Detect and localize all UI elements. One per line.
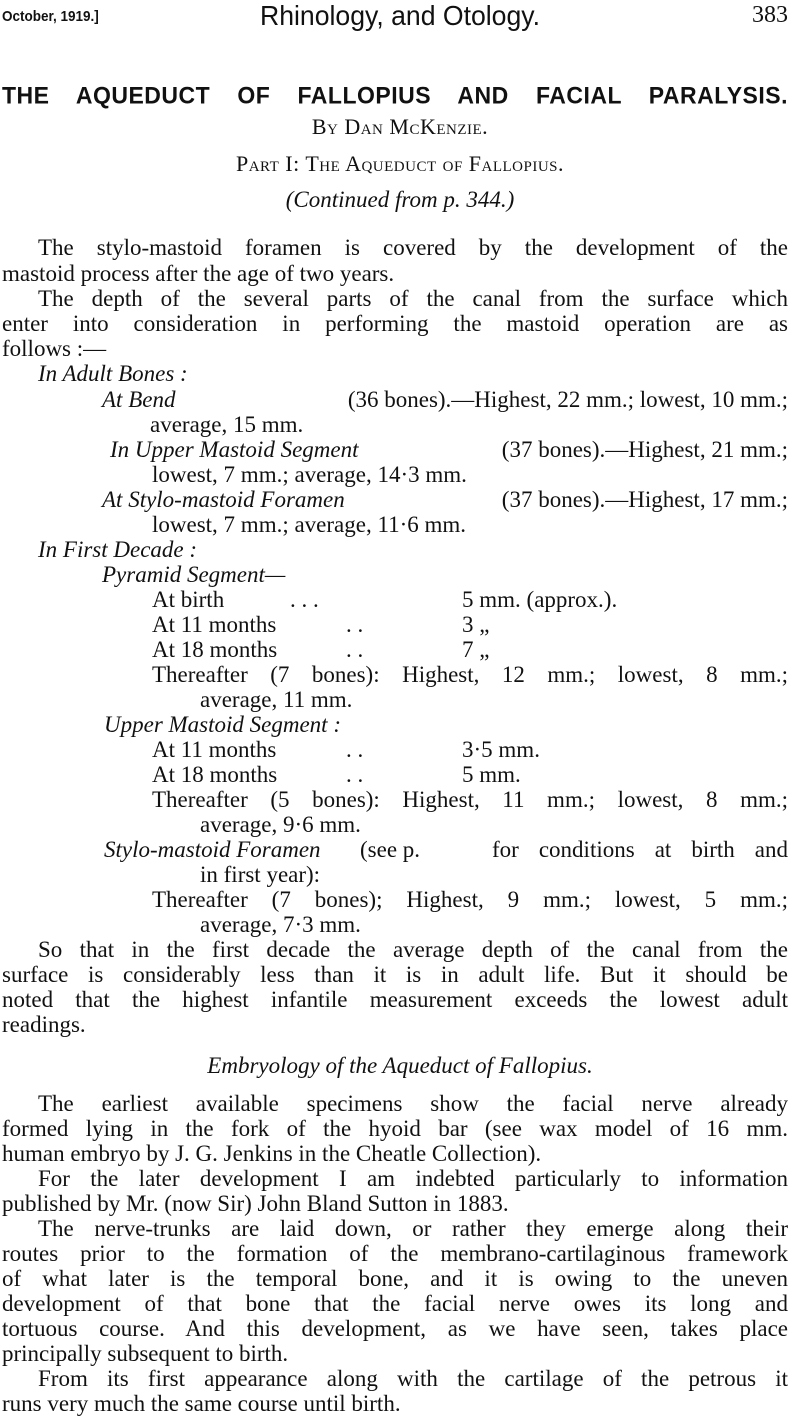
text-line: Thereafter (5 bones): Highest, 11 mm.; lowest, 8 mm.; <box>152 787 788 812</box>
row-value: 3 „ <box>462 612 490 637</box>
page-number: 383 <box>752 2 788 28</box>
adult-stylo-line <box>102 487 788 513</box>
text-line: The stylo-mastoid foramen is covered by the development of the <box>38 235 788 260</box>
text-line: routes prior to the formation of the membrano-cartilaginous framework <box>2 1241 788 1266</box>
text-line: surface is considerably less than it is in adult life. But it should be <box>2 962 788 987</box>
upper-text: (37 bones).—Highest, 21 mm.; <box>501 437 788 462</box>
text-line: formed lying in the fork of the hyoid bar (see wax model of 16 mm. <box>2 1116 788 1141</box>
row-label: At 11 months <box>152 737 277 762</box>
row-dots: . . . <box>290 587 319 612</box>
section-heading: Embryology of the Aqueduct of Fallopius. <box>207 1053 593 1078</box>
text-line: The depth of the several parts of the canal from the surface which <box>38 286 788 311</box>
text-line: average, 15 mm. <box>150 412 304 437</box>
text-line: For the later development I am indebted particularly to information <box>38 1166 788 1191</box>
upper-row <box>0 762 800 788</box>
first-decade-heading: In First Decade : <box>38 537 198 562</box>
text-line: average, 11 mm. <box>200 687 353 712</box>
row-label: At birth <box>152 587 225 612</box>
upper-row <box>0 737 800 763</box>
pyramid-heading: Pyramid Segment— <box>102 562 286 587</box>
text-line: mastoid process after the age of two years. <box>2 261 395 286</box>
text-line: human embryo by J. G. Jenkins in the Cheatle Collection). <box>2 1141 542 1166</box>
row-label: At 11 months <box>152 612 277 637</box>
stylo-label: Stylo-mastoid Foramen <box>104 837 321 862</box>
text-line: of what later is the temporal bone, and it is owing to the uneven <box>2 1266 788 1291</box>
text-line: tortuous course. And this development, as we have seen, takes place <box>2 1316 788 1341</box>
row-label: At 18 months <box>152 762 278 787</box>
text-line: Thereafter (7 bones); Highest, 9 mm.; lowest, 5 mm.; <box>152 887 788 912</box>
stylo-text: (see p. <box>360 837 421 862</box>
article-title: THE AQUEDUCT OF FALLOPIUS AND FACIAL PARALYSIS. <box>2 81 788 109</box>
text-line: The earliest available specimens show the facial nerve already <box>38 1091 788 1116</box>
row-label: At 18 months <box>152 637 278 662</box>
row-dots: . . <box>346 637 364 662</box>
text-line: readings. <box>2 1012 86 1037</box>
pyramid-row <box>0 612 800 638</box>
stylo-text-2: for conditions at birth and <box>492 837 788 862</box>
text-line: So that in the first decade the average depth of the canal from the <box>38 937 788 962</box>
text-line: From its first appearance along with the cartilage of the petrous it <box>38 1366 788 1391</box>
row-dots: . . <box>346 737 364 762</box>
byline: By Dan McKenzie. <box>311 114 489 139</box>
bend-label: At Bend <box>102 387 176 412</box>
upper-mastoid-heading: Upper Mastoid Segment : <box>104 712 341 737</box>
text-line: lowest, 7 mm.; average, 14·3 mm. <box>152 462 467 487</box>
text-line: enter into consideration in performing the mastoid operation are as <box>2 311 788 336</box>
header-running-title: Rhinology, and Otology. <box>260 0 540 31</box>
row-value: 5 mm. <box>462 762 521 787</box>
text-line: average, 9·6 mm. <box>200 812 361 837</box>
part-heading: Part I: The Aqueduct of Fallopius. <box>235 151 565 176</box>
text-line: follows :— <box>2 336 107 361</box>
text-line: principally subsequent to birth. <box>2 1341 289 1366</box>
text-line: in first year): <box>200 862 321 887</box>
text-line: runs very much the same course until birth. <box>2 1391 401 1416</box>
adult-upper-line <box>110 437 788 463</box>
adult-bend-line <box>102 387 788 413</box>
stylo-label: At Stylo-mastoid Foramen <box>102 487 345 512</box>
row-value: 7 „ <box>462 637 490 662</box>
text-line: lowest, 7 mm.; average, 11·6 mm. <box>152 512 467 537</box>
stylo-line <box>0 837 800 863</box>
continued-note: (Continued from p. 344.) <box>285 187 515 212</box>
text-line: average, 7·3 mm. <box>200 912 361 937</box>
pyramid-row <box>0 587 800 613</box>
text-line: Thereafter (7 bones): Highest, 12 mm.; lowest, 8 mm.; <box>152 662 788 687</box>
header-date: October, 1919.] <box>2 8 99 25</box>
text-line: The nerve-trunks are laid down, or rather they emerge along their <box>38 1216 788 1241</box>
adult-bones-heading: In Adult Bones : <box>38 361 188 386</box>
bend-text: (36 bones).—Highest, 22 mm.; lowest, 10 mm.; <box>347 387 788 412</box>
text-line: published by Mr. (now Sir) John Bland Sutton in 1883. <box>2 1191 509 1216</box>
row-dots: . . <box>346 762 364 787</box>
row-value: 3·5 mm. <box>462 737 540 762</box>
stylo-text: (37 bones).—Highest, 17 mm.; <box>501 487 788 512</box>
text-line: noted that the highest infantile measurement exceeds the lowest adult <box>2 987 788 1012</box>
row-dots: . . <box>346 612 364 637</box>
row-value: 5 mm. (approx.). <box>462 587 618 612</box>
upper-label: In Upper Mastoid Segment <box>110 437 359 462</box>
pyramid-row <box>0 637 800 663</box>
text-line: development of that bone that the facial nerve owes its long and <box>2 1291 788 1316</box>
